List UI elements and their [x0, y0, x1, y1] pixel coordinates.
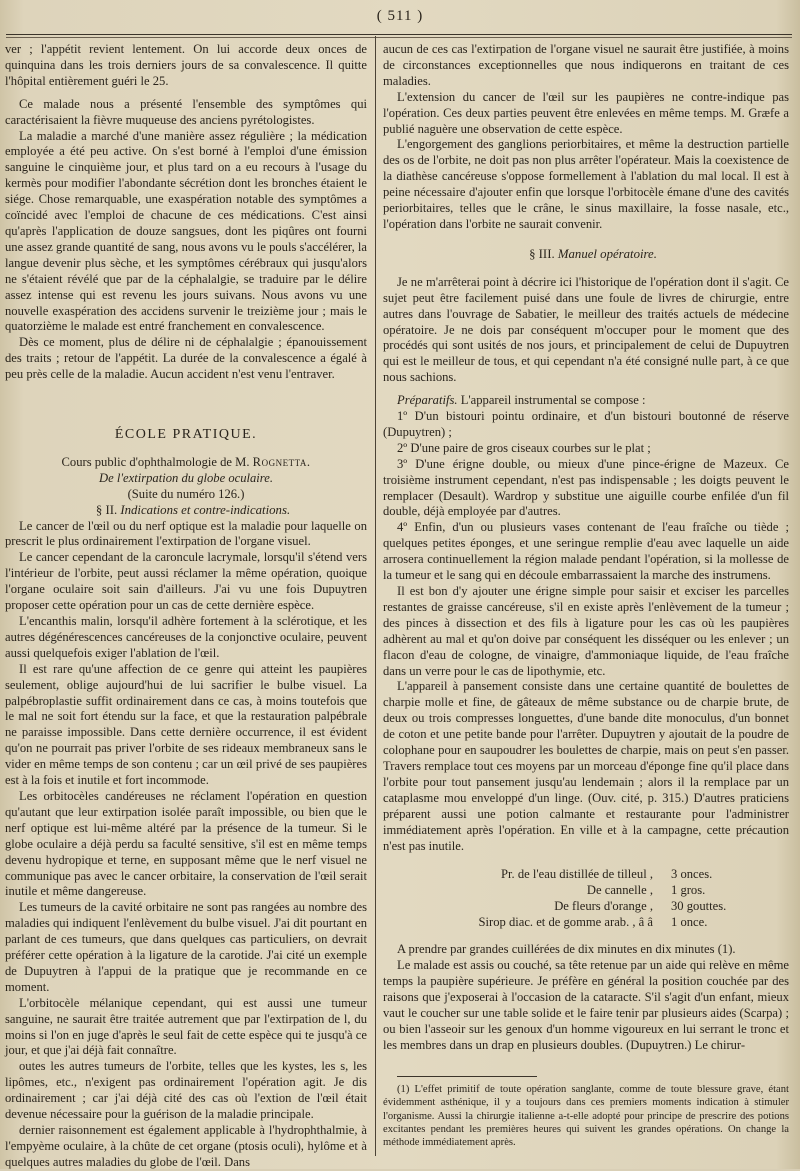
paragraph: aucun de ces cas l'extirpation de l'organe visuel ne saurait être justifiée, à moins de circonstances exceptionnelles que nous indiquerons en traitant de ces maladies.	[383, 42, 789, 88]
header-rule-secondary	[6, 37, 792, 38]
paragraph: outes les autres tumeurs de l'orbite, telles que les kystes, les s, les lipômes, etc., n'exigent pas ordinairement l'opération agit. Je dis ordinairement ; car j'ai déjà cité des cas où l'extion de l'œil était devenue nécessaire pour la guérison de la maladie principale.	[5, 1059, 367, 1122]
footnote: (1) L'effet primitif de toute opération sanglante, comme de toute blessure grave, étant évidemment asthénique, il y a toujours dans ces premiers moments indication à stimuler l'organisme. Aussi la chirurgie italienne a-t-elle adopté pour principe de prescrire des potions excitantes pendant les premières heures qui suivent les grandes opérations. On change la méthode immédiatement après.	[383, 1083, 789, 1149]
prescription-ingredient: De cannelle ,	[586, 883, 653, 898]
paragraph: Le malade est assis ou couché, sa tête retenue par un aide qui relève en même temps la paupière supérieure. Je préfère en général la position couchée par des raisons que j'exposerai à l'occasion de la cataracte. S'il s'agit d'un enfant, mieux vaut le coucher sur une table solide et le faire tenir par plusieurs aides (Scarpa) ; ou bien l'asseoir sur les genoux d'un homme vigoureux en lui serrant le tronc et les membres dans un drap en plusieurs doubles. (Dupuytren.) Le chirur-	[383, 958, 789, 1052]
footnote-rule	[397, 1076, 537, 1077]
prescription-row	[383, 898, 789, 914]
paragraph: L'appareil à pansement consiste dans une certaine quantité de boulettes de charpie molle et fine, de gâteaux de même substance ou de charpie brute, de deux ou trois compresses longuettes, d'une bande dite monoculus, d'un bonnet de coton et une petite bande pour l'arrêter. Dupuytren y ajoutait de la poudre de colophane pour en saupoudrer les boulettes de charpie, mais on peut s'en passer. Travers remplace tout ces moyens par un morceau d'éponge fine qu'il place dans l'orbite pour tout pansement jusqu'au lendemain ; alors il la remplace par un cataplasme mou enveloppé d'un linge. (Ouv. cité, p. 315.) D'autres praticiens préparent aussi une potion calmante et restaurante pour l'administrer immédiatement après l'opération. En ville et à la campagne, cette précaution n'est pas inutile.	[383, 679, 789, 853]
prescription-row	[383, 882, 789, 898]
prescription-ingredient: Pr. de l'eau distillée de tilleul ,	[501, 867, 653, 882]
prescription	[383, 866, 789, 930]
prescription-ingredient: De fleurs d'orange ,	[554, 899, 653, 914]
header-rule	[6, 34, 792, 35]
course-heading	[5, 455, 367, 471]
paragraph: Le cancer de l'œil ou du nerf optique est la maladie pour laquelle on prescrit le plus ordinairement l'extirpation de l'organe visuel.	[5, 518, 367, 549]
page-number: ( 511 )	[376, 8, 424, 24]
paragraph: L'orbitocèle mélanique cependant, qui est aussi une tumeur sanguine, ne saurait être traitée autrement que par l'extirpation de l, du moins si l'on en juge d'après le seul fait de cette espèce qui te jusqu'à ce jour, et que j'ai déjà fait connaître.	[5, 995, 367, 1058]
prescription-quantity: 30 gouttes.	[671, 899, 727, 914]
right-column	[383, 42, 789, 1150]
paragraph: dernier raisonnement est également applicable à l'hydrophthalmie, à l'empyème oculaire, à la chûte de cet organe (ptosis oculi), hylôme et à quelques autres maladies du globe de l'œil. Dans	[5, 1123, 367, 1169]
lecture-subtitle: De l'extirpation du globe oculaire.	[99, 470, 273, 485]
subsection-number: § III.	[529, 246, 555, 261]
paragraph: Le cancer cependant de la caroncule lacrymale, lorsqu'il s'étend vers l'intérieur de l'orbite, peut aussi réclamer la même opération, quoique l'organe oculaire soit sain d'ailleurs. J'ai vu une fois Dupuytren proposer cette opération pour un cas de cette dernière espèce.	[5, 550, 367, 613]
paragraph: A prendre par grandes cuillérées de dix minutes en dix minutes (1).	[397, 942, 736, 957]
instrument-item: 1º D'un bistouri pointu ordinaire, et d'un bistouri boutonné de réserve (Dupuytren) ;	[383, 409, 789, 439]
subsection-title: Manuel opératoire.	[557, 246, 657, 261]
paragraph: Il est bon d'y ajouter une érigne simple pour saisir et exciser les parcelles restantes de graisse cancéreuse, s'il en existe après l'enlèvement de la tumeur ; des pinces à dissection et des fils à ligature pour les cas où les paupières adhèrent au mal et qu'on doive par conséquent les disséquer ou les enlever ; un flacon d'eau de cologne, de vinaigre, d'ammoniaque liquide, de l'eau fraîche dans un verre pour le cas de lipothymie, etc.	[383, 584, 789, 678]
paragraph: Il est rare qu'une affection de ce genre qui atteint les paupières seulement, oblige aujourd'hui de lui sacrifier le bulbe visuel. La palpébroplastie suffit ordinairement dans ce cas, à moins toutefois que le mal ne soit fort étendu sur la face, et que la restauration palpébrale ne paraisse impossible. Dans cette dernière occurrence, il est évident qu'on ne pourrait pas priver l'orbite de ses rideaux membraneux sans le vider en même temps de son contenu ; car un œil privé de ses paupières est à la fois et inutile et fort incommode.	[5, 661, 367, 788]
prescription-quantity: 3 onces.	[671, 867, 713, 882]
paragraph: L'extension du cancer de l'œil sur les paupières ne contre-indique pas l'opération. Ces deux parties peuvent être enlevées en même temps. M. Græfe a publié naguère une observation de cette espèce.	[383, 89, 789, 136]
continuation-note: (Suite du numéro 126.)	[127, 486, 245, 501]
paragraph: La maladie a marché d'une manière assez régulière ; la médication employée a été peu active. On s'est borné à l'emploi d'une émission sanguine le cinquième jour, et plus tard on a eu recours à l'usage du kermès pour modifier l'abondante sécrétion dont les bronches étaient le siége. Chose remarquable, une exaspération notable des symptômes a coïncidé avec l'emploi de chacune de ces médications. C'est ainsi qu'après l'application de douze sangsues, dont les piqûres ont fourni une assez grande quantité de sang, nous avons vu le pouls s'accélérer, la langue devenir plus sèche, et les symptômes cérébraux qui jusqu'alors ne s'étaient révélé que par de la céphalalgie, se traduire par le délire assez intense qui est revenu les jours suivans. Nous avons vu une nouvelle exaspération des accidens survenir le treizième jour ; mais le quatorzième le malade est entré franchement en convalescence.	[5, 128, 367, 334]
prescription-ingredient: Sirop diac. et de gomme arab. , â â	[478, 915, 653, 930]
subsection-heading	[5, 503, 367, 519]
course-prefix: Cours public d'ophthalmologie de M.	[61, 454, 250, 469]
preparations-label: Préparatifs.	[397, 393, 458, 408]
prescription-row	[383, 914, 789, 930]
instrument-item: 4º Enfin, d'un ou plusieurs vases contenant de l'eau fraîche ou tiède ; quelques petites éponges, et une seringue remplie d'eau avec laquelle un aide arrosera continuellement la région malade pendant l'opération, si la mollesse de la tumeur et le sang qui en découle embarrassaient la marche des instrumens.	[383, 520, 789, 583]
preparations-text: L'appareil instrumental se compose :	[460, 393, 646, 408]
paragraph: L'encanthis malin, lorsqu'il adhère fortement à la sclérotique, et les autres dégénérescences cancéreuses de la conjonctive oculaire, peuvent aussi quelquefois exiger l'ablation de l'œil.	[5, 614, 367, 660]
instrument-item: 2º D'une paire de gros ciseaux courbes sur le plat ;	[397, 440, 651, 455]
paragraph: L'engorgement des ganglions periorbitaires, et même la destruction partielle des os de l'orbite, ne doit pas non plus arrêter l'opérateur. Mais la coexistence de la diathèse cancéreuse s'oppose formellement à l'ablation du mal local. Il est à peine nécessaire d'ajouter enfin que lorsque l'orbitocèle émane d'une des cavités periorbitaires, telles que le crâne, le sinus maxillaire, la fosse nasale, etc., l'opération dans l'orbite ne saurait convenir.	[383, 137, 789, 231]
subsection-title: Indications et contre-indications.	[120, 502, 291, 517]
paragraph: Les tumeurs de la cavité orbitaire ne sont pas rangées au nombre des maladies qui indiquent l'enlèvement du bulbe visuel. J'ai dit pourtant en parlant de ces tumeurs, que dans quelques cas particuliers, on devrait préférer cette opération à la ligature de la carotide. J'ai cité un exemple de Dupuytren à l'appui de la pratique que je recommande en ce moment.	[5, 900, 367, 994]
instrument-item: 3º D'une érigne double, ou mieux d'une pince-érigne de Mazeux. Ce troisième instrument cependant, n'est pas indispensable ; les doigts peuvent le remplacer (Desault). Wardrop y substitue une aiguille courbe enfilée d'un fil double, déjà employée par d'autres.	[383, 456, 789, 519]
column-divider	[375, 36, 376, 1156]
paragraph: Je ne m'arrêterai point à décrire ici l'historique de l'opération dont il s'agit. Ce sujet peut être facilement puisé dans une foule de livres de chirurgie, entre autres dans l'ouvrage de Sabatier, le meilleur des traités actuels de médecine opératoire. Je ne dois par conséquent m'occuper pour le moment que des procédés qui sont usités de nos jours, et principalement de celui de Dupuytren qui est le meilleur de tous, et qui cependant n'a été consigné nulle part, à ce que nous sachions.	[383, 274, 789, 385]
prescription-quantity: 1 once.	[671, 915, 708, 930]
paragraph: ver ; l'appétit revient lentement. On lui accorde deux onces de quinquina dans les trois derniers jours de sa convalescence. Il quitte l'hôpital entièrement guéri le 25.	[5, 42, 367, 88]
left-column	[5, 42, 367, 1171]
subsection-heading	[383, 247, 789, 263]
prescription-quantity: 1 gros.	[671, 883, 706, 898]
course-author: Rognetta.	[252, 454, 311, 469]
subsection-number: § II.	[95, 502, 118, 517]
paragraph: Les orbitocèles candéreuses ne réclament l'opération en question qu'autant que leur extirpation isolée paraît impossible, ou bien que le nerf optique est lui-même altéré par la présence de la tumeur. Si le globe oculaire a déjà perdu sa faculté sensitive, s'il est en même temps devenu hydropique et terne, en supposant même que le nerf visuel ne communique pas avec le cancer orbitaire, la conservation de l'œil serait inutile et même dangereuse.	[5, 788, 367, 899]
prescription-row	[383, 866, 789, 882]
preparations-paragraph	[383, 393, 789, 409]
paragraph: Dès ce moment, plus de délire ni de céphalalgie ; épanouissement des traits ; retour de l'appétit. La durée de la convalescence a égalé à peu près celle de la maladie. Aucun accident n'est venu l'entraver.	[5, 335, 367, 382]
paragraph: Ce malade nous a présenté l'ensemble des symptômes qui caractérisaient la fièvre muqueuse des anciens pyrétologistes.	[5, 96, 367, 127]
section-title: ÉCOLE PRATIQUE.	[114, 427, 258, 443]
